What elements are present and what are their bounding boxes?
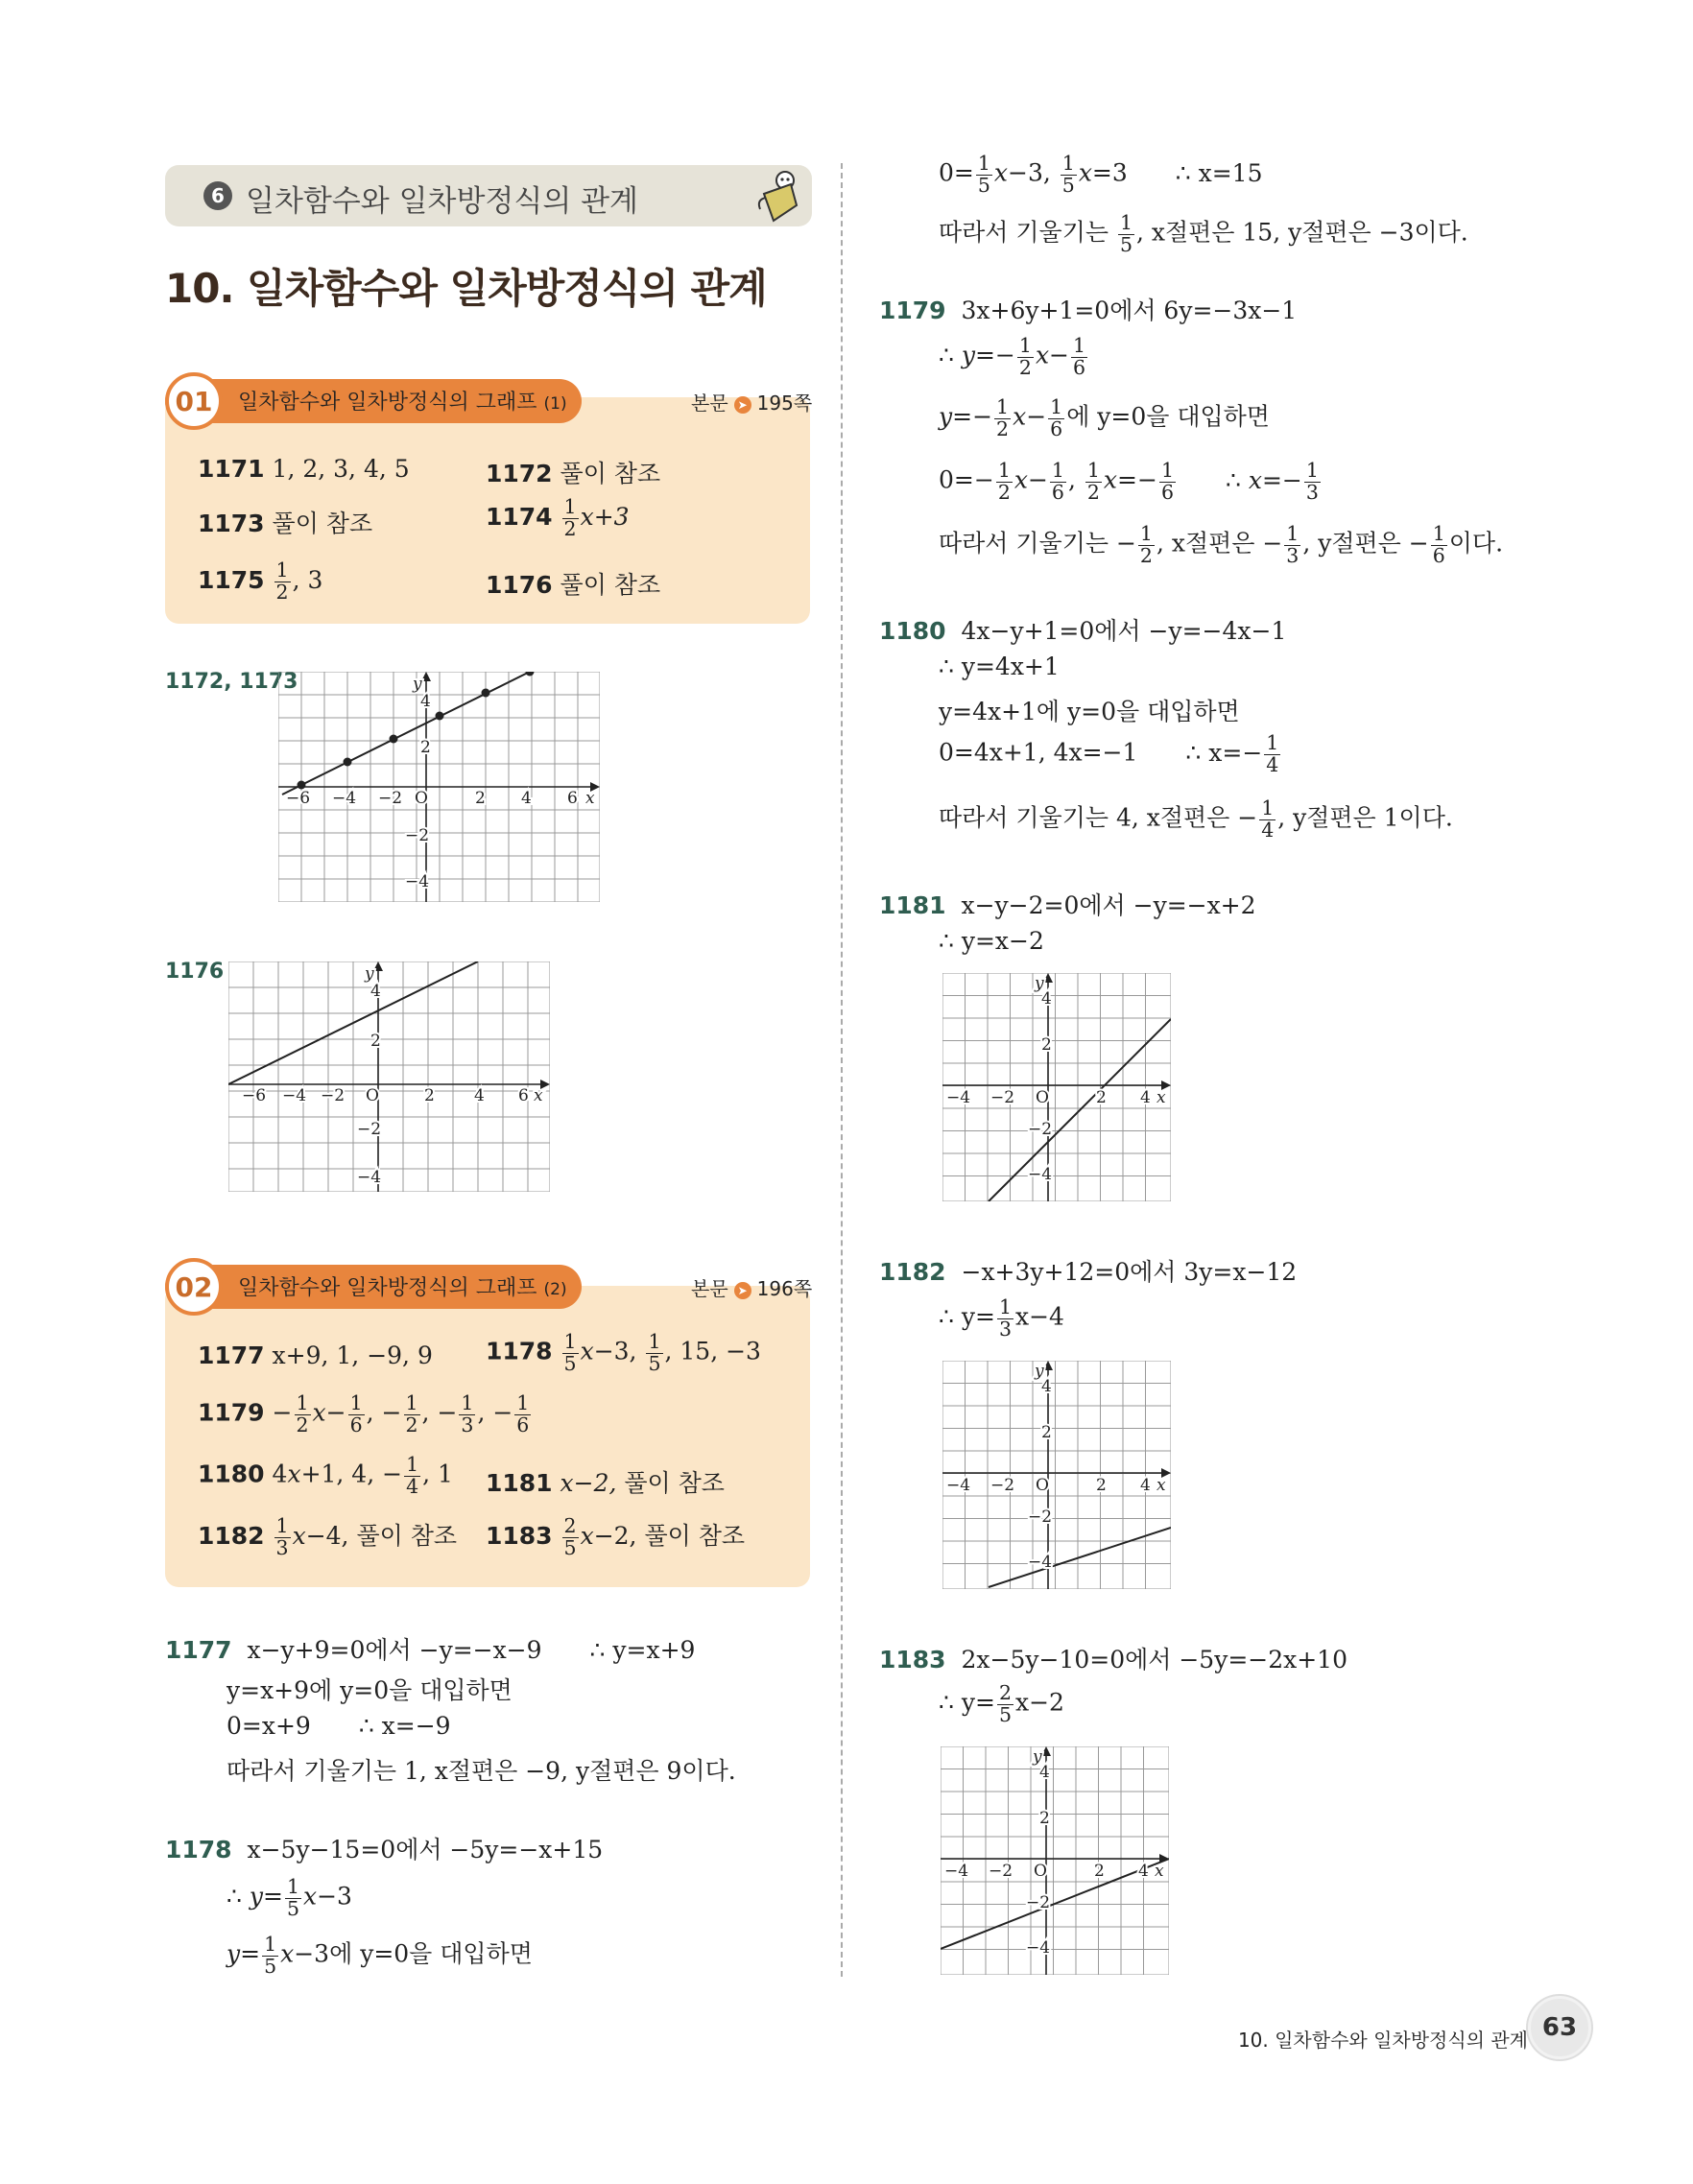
graph-label-1176: 1176 (165, 960, 225, 984)
solution-1177-line3: 0=x+9 ∴ x=−9 (227, 1712, 451, 1740)
graph-1183 (941, 1746, 1169, 1975)
graph-1181 (942, 973, 1171, 1201)
answer-1179: 1179 − $\frac{1}{2}$ x− $\frac{1}{6}$ , − $\frac{1}{2}$ , − $\frac{1}{3}$ , − $\frac{1}{6}$ (198, 1391, 530, 1436)
y-axis-label: y (365, 964, 374, 984)
svg-text:−4: −4 (282, 1086, 307, 1105)
section-02-title: 일차함수와 일차방정식의 그래프 (2) (238, 1276, 567, 1300)
svg-text:2: 2 (420, 738, 431, 757)
solution-1177-line1: 1177 x−y+9=0에서 −y=−x−9 ∴ y=x+9 (165, 1636, 696, 1664)
section-01-page-ref: 본문 ➤ 195쪽 (691, 392, 813, 415)
origin-label: O (1036, 1476, 1049, 1495)
answer-1178: 1178 $\frac{1}{5}$ x−3, $\frac{1}{5}$ , 15, −3 (486, 1330, 761, 1375)
svg-text:−2: −2 (1028, 1507, 1053, 1527)
mascot-icon (752, 167, 806, 226)
x-axis-label: x (585, 789, 595, 808)
section-02-number: 02 (165, 1258, 223, 1316)
svg-text:2: 2 (1096, 1476, 1107, 1495)
svg-text:4: 4 (1041, 989, 1052, 1009)
chapter-title: 10. 일차함수와 일차방정식의 관계 (165, 265, 767, 312)
svg-text:4: 4 (420, 692, 431, 711)
svg-text:2: 2 (1039, 1809, 1050, 1828)
solution-1178-line4: 0= $\frac{1}{5}$ x−3, $\frac{1}{5}$ x=3 ∴ x=15 (939, 152, 1263, 197)
origin-label: O (366, 1086, 379, 1105)
solution-1182-line1: 1182 −x+3y+12=0에서 3y=x−12 (879, 1258, 1298, 1286)
section-02-page-ref: 본문 ➤ 196쪽 (691, 1277, 813, 1300)
chapter-banner (165, 165, 812, 226)
solution-1179-line1: 1179 3x+6y+1=0에서 6y=−3x−1 (879, 297, 1298, 324)
svg-text:−2: −2 (378, 789, 403, 808)
svg-text:−4: −4 (946, 1476, 971, 1495)
solution-1180-line5: 따라서 기울기는 4, x절편은 − $\frac{1}{4}$ , y절편은 1이다. (939, 796, 1453, 842)
answer-1175: 1175 $\frac{1}{2}$ , 3 (198, 558, 323, 604)
column-divider (841, 163, 843, 1977)
svg-text:4: 4 (1138, 1862, 1149, 1881)
answer-1171: 1171 1, 2, 3, 4, 5 (198, 455, 410, 483)
svg-text:4: 4 (474, 1086, 485, 1105)
answer-1172: 1172 풀이 참조 (486, 460, 661, 487)
solution-1177-line2: y=x+9에 y=0을 대입하면 (227, 1676, 513, 1704)
answer-1174: 1174 $\frac{1}{2}$ x+3 (486, 495, 630, 540)
graph-1182 (942, 1361, 1171, 1589)
svg-text:4: 4 (370, 982, 381, 1001)
svg-text:2: 2 (1094, 1862, 1105, 1881)
solution-1181-line2: ∴ y=x−2 (939, 927, 1044, 955)
origin-label: O (415, 789, 428, 808)
answer-1176: 1176 풀이 참조 (486, 571, 661, 599)
answer-1182: 1182 $\frac{1}{3}$ x−4, 풀이 참조 (198, 1514, 458, 1559)
svg-text:4: 4 (1140, 1476, 1151, 1495)
graph-1176 (228, 961, 550, 1192)
svg-text:−4: −4 (405, 872, 430, 891)
svg-text:−4: −4 (944, 1862, 969, 1881)
svg-text:−2: −2 (357, 1120, 382, 1139)
solution-1179-line3: y=− $\frac{1}{2}$ x− $\frac{1}{6}$ 에 y=0을 대입하면 (939, 395, 1270, 440)
svg-text:2: 2 (370, 1032, 381, 1051)
answer-1180: 1180 4x+1, 4, − $\frac{1}{4}$ , 1 (198, 1453, 453, 1498)
svg-text:−2: −2 (1026, 1893, 1051, 1912)
x-axis-label: x (1156, 1476, 1166, 1495)
solution-1180-line1: 1180 4x−y+1=0에서 −y=−4x−1 (879, 617, 1287, 645)
solution-1180-line3: y=4x+1에 y=0을 대입하면 (939, 698, 1240, 725)
page-number: 63 (1528, 1996, 1591, 2059)
svg-text:2: 2 (1096, 1088, 1107, 1107)
svg-text:−2: −2 (990, 1088, 1015, 1107)
chapter-banner-title: 일차함수와 일차방정식의 관계 (246, 184, 639, 219)
origin-label: O (1036, 1088, 1049, 1107)
y-axis-label: y (1033, 1747, 1042, 1767)
chapter-number-badge: 6 (203, 181, 232, 210)
section-01-title: 일차함수와 일차방정식의 그래프 (1) (238, 391, 567, 415)
y-axis-label: y (413, 675, 422, 694)
svg-text:4: 4 (1039, 1763, 1050, 1782)
svg-text:−6: −6 (242, 1086, 267, 1105)
solution-1180-line4: 0=4x+1, 4x=−1 ∴ x=− $\frac{1}{4}$ (939, 731, 1279, 776)
graph-1172-1173 (278, 672, 600, 902)
svg-text:−4: −4 (357, 1168, 382, 1187)
svg-text:−2: −2 (405, 826, 430, 845)
svg-text:−4: −4 (1026, 1938, 1051, 1958)
solution-1178-line3: y= $\frac{1}{5}$ x−3에 y=0을 대입하면 (227, 1933, 533, 1978)
svg-text:2: 2 (475, 789, 486, 808)
solution-1181-line1: 1181 x−y−2=0에서 −y=−x+2 (879, 891, 1256, 919)
svg-text:6: 6 (518, 1086, 529, 1105)
answer-1177: 1177 x+9, 1, −9, 9 (198, 1341, 433, 1369)
x-axis-label: x (1156, 1088, 1166, 1107)
solution-1183-line1: 1183 2x−5y−10=0에서 −5y=−2x+10 (879, 1646, 1347, 1674)
solution-1179-line4: 0=− $\frac{1}{2}$ x− $\frac{1}{6}$ , $\frac{1}{2}$ x=− $\frac{1}{6}$ ∴ x=− $\frac{1}{3}$ (939, 459, 1319, 504)
solution-1178-line2: ∴ y= $\frac{1}{5}$ x−3 (227, 1875, 352, 1920)
arrow-right-icon: ➤ (734, 1282, 751, 1299)
section-01-number: 01 (165, 372, 223, 430)
svg-text:2: 2 (424, 1086, 435, 1105)
y-axis-label: y (1035, 1362, 1044, 1381)
svg-text:−4: −4 (946, 1088, 971, 1107)
svg-text:−2: −2 (321, 1086, 346, 1105)
x-axis-label: x (1155, 1862, 1164, 1881)
solution-1178-line1: 1178 x−5y−15=0에서 −5y=−x+15 (165, 1836, 604, 1864)
svg-text:6: 6 (567, 789, 578, 808)
answer-1183: 1183 $\frac{2}{5}$ x−2, 풀이 참조 (486, 1514, 746, 1559)
solution-1179-line5: 따라서 기울기는 − $\frac{1}{2}$ , x절편은 − $\frac{1}{3}$ , y절편은 − $\frac{1}{6}$ 이다. (939, 522, 1504, 567)
footer-chapter-title: 10. 일차함수와 일차방정식의 관계 (1237, 2029, 1528, 2052)
svg-text:−4: −4 (1028, 1553, 1053, 1572)
solution-1177-line4: 따라서 기울기는 1, x절편은 −9, y절편은 9이다. (227, 1757, 736, 1785)
svg-text:4: 4 (521, 789, 532, 808)
svg-text:−6: −6 (286, 789, 311, 808)
solution-1183-line2: ∴ y= $\frac{2}{5}$ x−2 (939, 1681, 1064, 1726)
solution-1179-line2: ∴ y=− $\frac{1}{2}$ x− $\frac{1}{6}$ (939, 334, 1086, 379)
solution-1180-line2: ∴ y=4x+1 (939, 653, 1060, 680)
graph-label-1172-1173: 1172, 1173 (165, 670, 298, 694)
svg-text:−2: −2 (989, 1862, 1013, 1881)
svg-text:4: 4 (1140, 1088, 1151, 1107)
svg-text:−4: −4 (332, 789, 357, 808)
arrow-right-icon: ➤ (734, 396, 751, 414)
solution-1178-line5: 따라서 기울기는 $\frac{1}{5}$ , x절편은 15, y절편은 −3이다. (939, 211, 1468, 256)
solution-1182-line2: ∴ y= $\frac{1}{3}$ x−4 (939, 1295, 1064, 1341)
x-axis-label: x (534, 1086, 543, 1105)
svg-text:2: 2 (1041, 1423, 1052, 1442)
svg-text:−2: −2 (990, 1476, 1015, 1495)
svg-text:−2: −2 (1028, 1120, 1053, 1139)
answer-1181: 1181 x−2, 풀이 참조 (486, 1469, 725, 1497)
origin-label: O (1034, 1862, 1047, 1881)
y-axis-label: y (1035, 974, 1044, 993)
svg-text:4: 4 (1041, 1377, 1052, 1396)
svg-text:2: 2 (1041, 1035, 1052, 1055)
answer-1173: 1173 풀이 참조 (198, 510, 373, 537)
svg-text:−4: −4 (1028, 1165, 1053, 1184)
